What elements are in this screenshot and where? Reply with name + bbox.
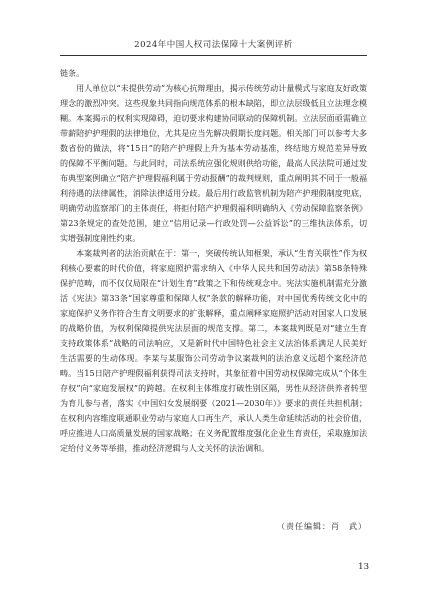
paragraph-continuation: 链条。 (60, 69, 85, 78)
body-text (60, 66, 367, 456)
editor-credit: （责任编辑：肖 武） (277, 522, 367, 531)
paragraph: 用人单位以“未提供劳动”为核心抗辩理由，揭示传统劳动计量模式与家庭友好政策理念的激烈冲突。这些现象共同指向规范体系的根本缺陷，即立法层级低且立法理念模糊。本案揭示的权利实现障碍，迫切要求构建协同联动的保障机制。立法层面亟需确立带薪陪护护理假的法律地位，尤其是应当先解决假期长度问题。相关部门可以参考大多数省份的做法，将“15日”的陪产护理假上升为基本劳动基准，终结地方规范差异导致的保障不平衡问题。与此同时，司法系统应强化规则供给功能，最高人民法院可通过发布典型案例确立“陪产护理假福利属于劳动报酬”的裁判规则，重点阐明其不同于一般福利待遇的法律属性，消除法律适用分歧。最后用行政监管机制为陪产护理假制度兜底，明确劳动监察部门的主体责任，将拒付陪产护理假福利明确纳入《劳动保障监察条例》第23条规定的查处范围，建立“信用记录—行政处罚—公益诉讼”的三维执法体系，切实增强制度刚性约束。 (60, 84, 367, 243)
page-number: 13 (358, 562, 369, 572)
running-header: 2024年中国人权司法保障十大案例评析 (134, 40, 293, 50)
paragraph: 本案裁判者的法治贡献在于：第一，突破传统认知框架，承认“生育关联性”作为权利核心要素的时代价值，将家庭照护需求纳入《中华人民共和国劳动法》第58条特殊保护范畴，而不仅仅局限在“计划生育”政策之下和传统观念中。宪法实施机制需充分激活《宪法》第33条“国家尊重和保障人权”条款的解释功能，对中国优秀传统文化中的家庭保护义务作符合生育文明要求的扩张解释，重点阐释家庭照护活动对国家人口发展的战略价值，为权利保障提供宪法层面的规范支撑。第二，本案裁判既是对“建立生育支持政策体系”战略的司法响应，又是新时代中国特色社会主义法治体系满足人民美好生活需要的生动体现。李某与某服饰公司劳动争议案裁判的法治意义远超个案经济范畴。当15日陪产护理假福利获得司法支持时，其象征着中国劳动权保障完成从“个体生存权”向“家庭发展权”的跨越。在权利主体维度打破性别区隔，男性从经济供养者转型为育儿参与者，落实《中国妇女发展纲要（2021—2030年）》要求的责任共担机制；在权利内容维度联通职业劳动与家庭人口再生产，承认人类生命延续活动的社会价值，呼应推进人口高质量发展的国家战略；在义务配置维度强化企业生育责任，采取施加法定给付义务等举措，推动经济逻辑与人文关怀的法治调和。 (60, 249, 367, 453)
header-divider (60, 55, 367, 56)
